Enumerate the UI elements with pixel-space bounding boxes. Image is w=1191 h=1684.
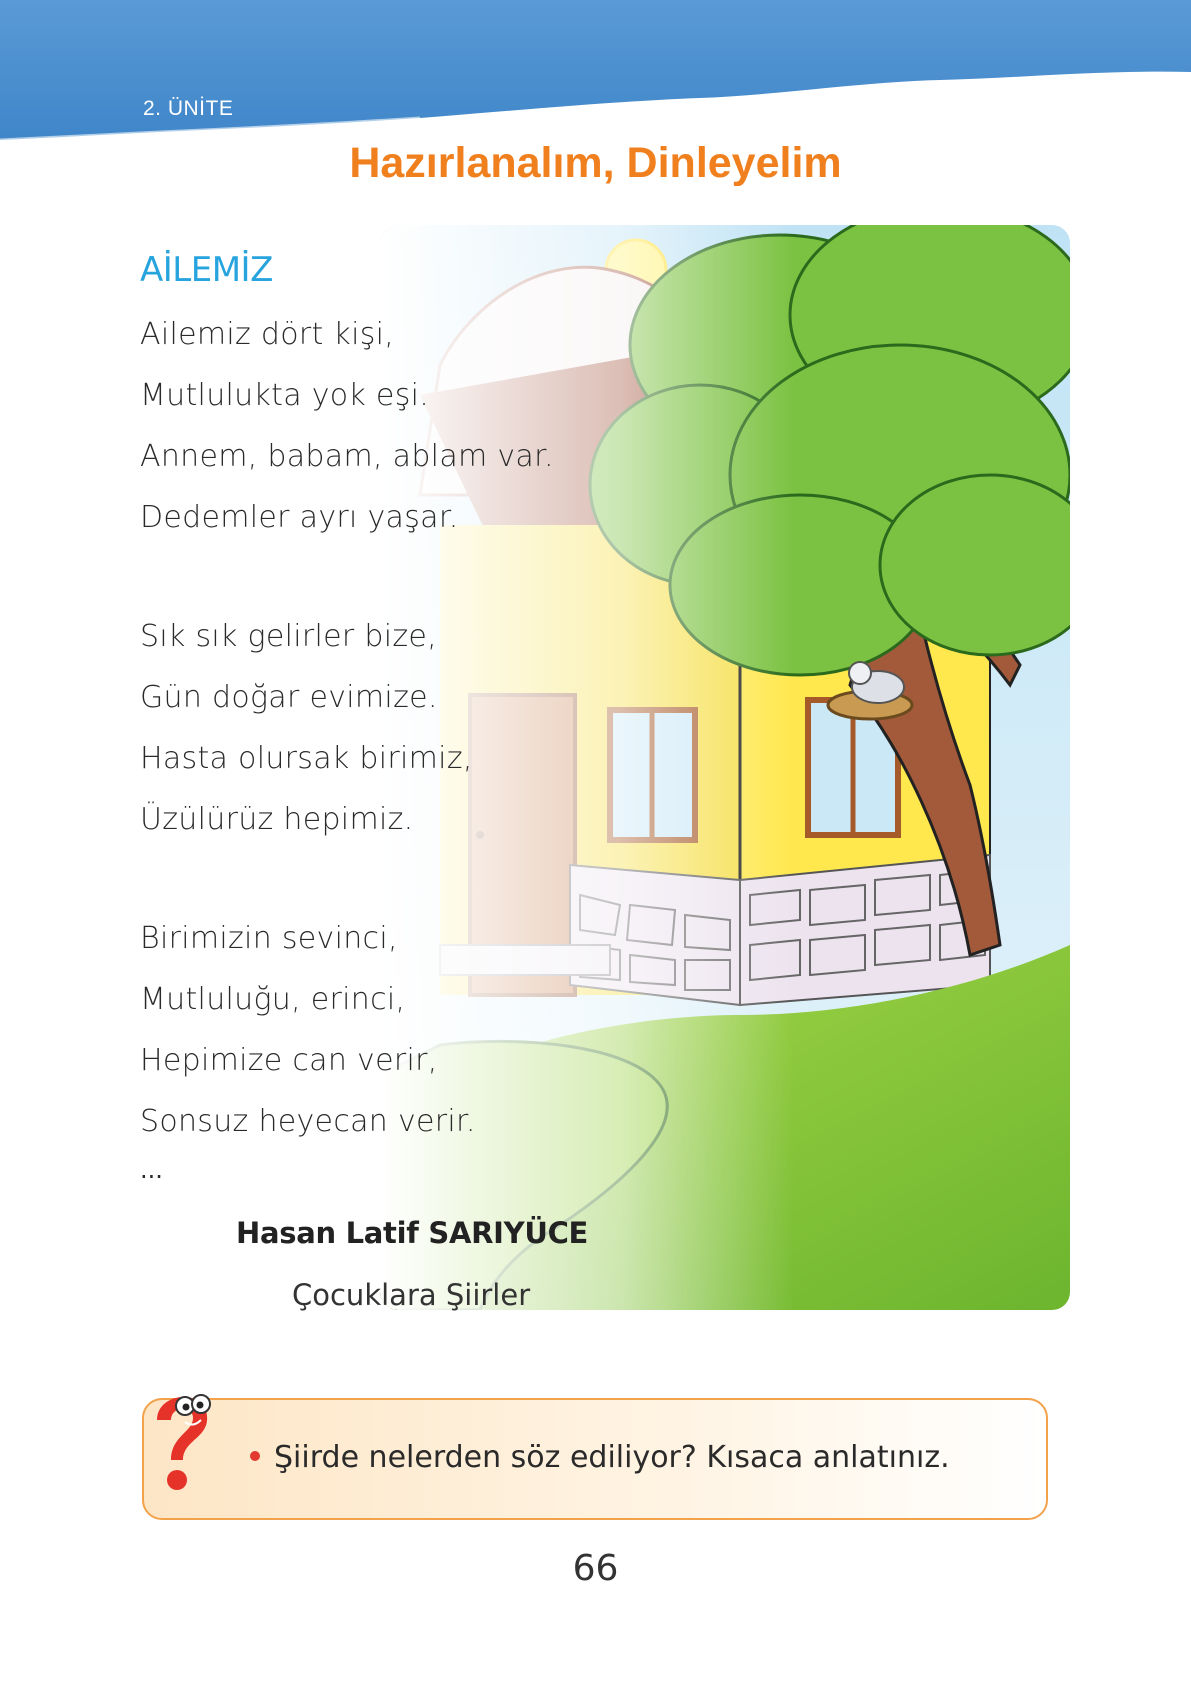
poem-line: Mutluluğu, erinci, (140, 982, 406, 1017)
poem-line: Hasta olursak birimiz, (140, 741, 473, 776)
poem-line: Sık sık gelirler bize, (140, 619, 438, 654)
poem-line: Birimizin sevinci, (140, 921, 398, 956)
poem-title: AİLEMİZ (140, 250, 273, 290)
stanza-2 (140, 606, 700, 850)
poem-line: Mutlulukta yok eşi. (140, 378, 430, 413)
question-label: Şiirde nelerden söz ediliyor? Kısaca anlatınız. (274, 1440, 950, 1475)
poem-line: Hepimize can verir, (140, 1043, 438, 1078)
stanza-1 (140, 304, 700, 548)
poem-line: Sonsuz heyecan verir. (140, 1104, 476, 1139)
question-mark-mascot-icon (143, 1380, 223, 1500)
poem-ellipsis: ... (140, 1156, 163, 1184)
poem-author: Hasan Latif SARIYÜCE (236, 1216, 589, 1250)
unit-label: 2. ÜNİTE (143, 97, 234, 120)
poem-line: Ailemiz dört kişi, (140, 317, 395, 352)
poem-line: Dedemler ayrı yaşar. (140, 500, 459, 535)
poem-source: Çocuklara Şiirler (292, 1278, 531, 1312)
poem-line: Üzülürüz hepimiz. (140, 802, 414, 837)
poem-line: Gün doğar evimize. (140, 680, 438, 715)
page-title: Hazırlanalım, Dinleyelim (349, 139, 842, 187)
stanza-3 (140, 908, 700, 1152)
poem-line: Annem, babam, ablam var. (140, 439, 554, 474)
bullet-icon (250, 1451, 260, 1461)
page-number: 66 (572, 1548, 619, 1589)
poem (140, 250, 700, 1185)
header-band (0, 0, 1191, 160)
question-text (250, 1440, 950, 1475)
